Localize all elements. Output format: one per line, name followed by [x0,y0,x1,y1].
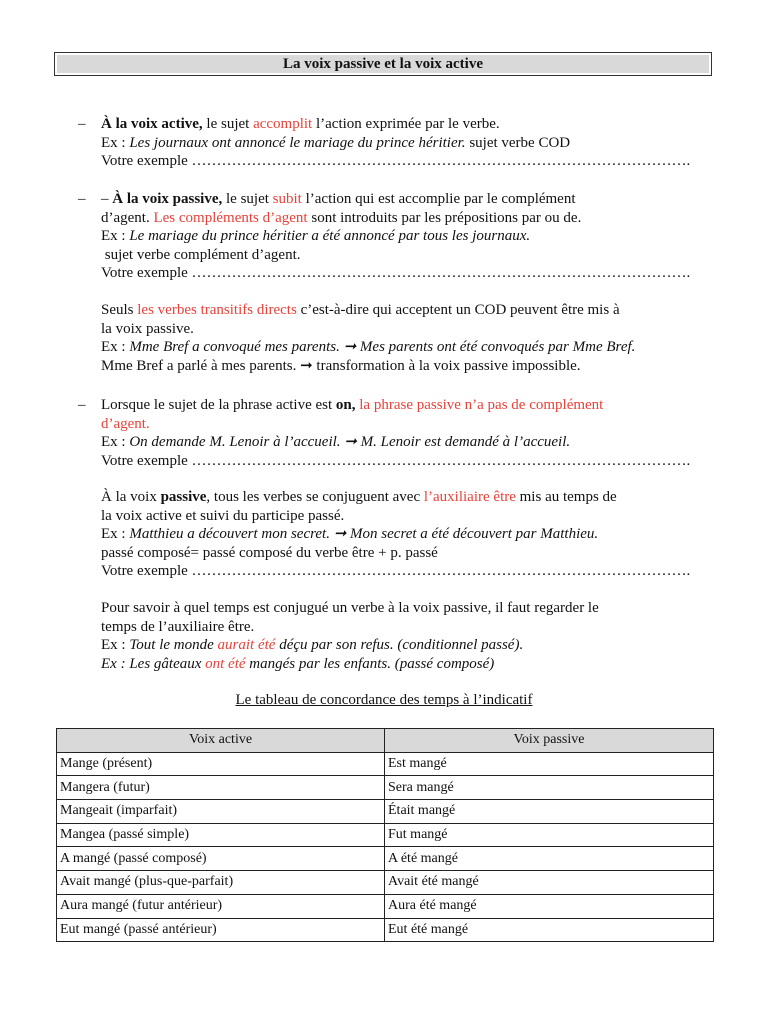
section-tense-rule [101,599,713,673]
passive-cell: Est mangé [385,752,714,776]
tense-rule-end: temps de l’auxiliaire être. [101,618,255,635]
title-box [54,52,712,76]
active-cell: Avait mangé (plus-que-parfait) [57,871,385,895]
active-example: Ex : Les journaux ont annoncé le mariage du prince héritier. sujet verbe COD [101,134,571,151]
table-row [57,918,714,942]
header-passive: Voix passive [385,729,714,753]
passive-cell: Avait été mangé [385,871,714,895]
auxiliary-rule-end: la voix active et suivi du participe passé. [101,507,345,524]
intransitive-example: Mme Bref a parlé à mes parents. ➞ transformation à la voix passive impossible. [101,357,581,374]
active-cell: Mange (présent) [57,752,385,776]
on-rule-end: d’agent. [101,415,150,432]
table-row [57,776,714,800]
table-row [57,871,714,895]
header-active: Voix active [57,729,385,753]
tense-note: passé composé= passé composé du verbe être + p. passé [101,544,438,561]
active-definition: À la voix active, le sujet accomplit l’action exprimée par le verbe. [101,116,500,132]
active-cell: Aura mangé (futur antérieur) [57,894,385,918]
bullet-dash: – [78,397,86,413]
table-header-row [57,729,714,753]
section-active-voice [101,115,713,171]
on-rule: Lorsque le sujet de la phrase active est on, la phrase passive n’a pas de complément [101,397,604,413]
passive-cell: A été mangé [385,847,714,871]
passe-compose-example: Ex : Les gâteaux ont été mangés par les enfants. (passé composé) [101,655,495,672]
passive-cell: Eut été mangé [385,918,714,942]
transitive-example: Ex : Mme Bref a convoqué mes parents. ➞ Mes parents ont été convoqués par Mme Bref. [101,339,636,356]
auxiliary-example: Ex : Matthieu a découvert mon secret. ➞ Mon secret a été découvert par Matthieu. [101,526,599,543]
active-cell: A mangé (passé composé) [57,847,385,871]
your-example-line: Votre exemple ………………………………………………………………………………………. [101,452,691,469]
transitive-rule-end: la voix passive. [101,320,194,337]
passive-cell: Sera mangé [385,776,714,800]
page-title: La voix passive et la voix active [57,55,709,73]
section-auxiliary [101,488,713,581]
active-cell: Mangea (passé simple) [57,823,385,847]
passive-definition: – À la voix passive, le sujet subit l’action qui est accomplie par le complément [101,191,576,207]
passive-example-labels: sujet verbe complément d’agent. [101,246,301,263]
agent-complement-rule: d’agent. Les compléments d’agent sont introduits par les prépositions par ou de. [101,209,582,226]
transitive-rule: Seuls les verbes transitifs directs c’est-à-dire qui acceptent un COD peuvent être mis à [101,302,620,318]
tense-table [56,728,714,942]
passive-cell: Était mangé [385,800,714,824]
on-example: Ex : On demande M. Lenoir à l’accueil. ➞ M. Lenoir est demandé à l’accueil. [101,434,571,451]
active-cell: Mangeait (imparfait) [57,800,385,824]
table-row [57,800,714,824]
table-title: Le tableau de concordance des temps à l’indicatif [235,692,533,708]
passive-example: Ex : Le mariage du prince héritier a été annoncé par tous les journaux. [101,228,531,245]
your-example-line: Votre exemple ………………………………………………………………………………………. [101,153,691,170]
active-cell: Mangera (futur) [57,776,385,800]
section-transitive-verbs [101,301,713,375]
section-passive-voice [101,190,713,283]
section-on-subject [101,396,713,470]
active-cell: Eut mangé (passé antérieur) [57,918,385,942]
auxiliary-rule: À la voix passive, tous les verbes se conjuguent avec l’auxiliaire être mis au temps de [101,489,617,505]
bullet-dash: – [78,116,86,132]
conditional-example: Ex : Tout le monde aurait été déçu par son refus. (conditionnel passé). [101,637,524,654]
table-row [57,823,714,847]
tense-rule: Pour savoir à quel temps est conjugué un verbe à la voix passive, il faut regarder le [101,600,599,616]
table-row [57,752,714,776]
table-row [57,847,714,871]
your-example-line: Votre exemple ………………………………………………………………………………………. [101,563,691,580]
passive-cell: Aura été mangé [385,894,714,918]
passive-cell: Fut mangé [385,823,714,847]
your-example-line: Votre exemple ………………………………………………………………………………………. [101,265,691,282]
bullet-dash: – [78,191,86,207]
table-row [57,894,714,918]
